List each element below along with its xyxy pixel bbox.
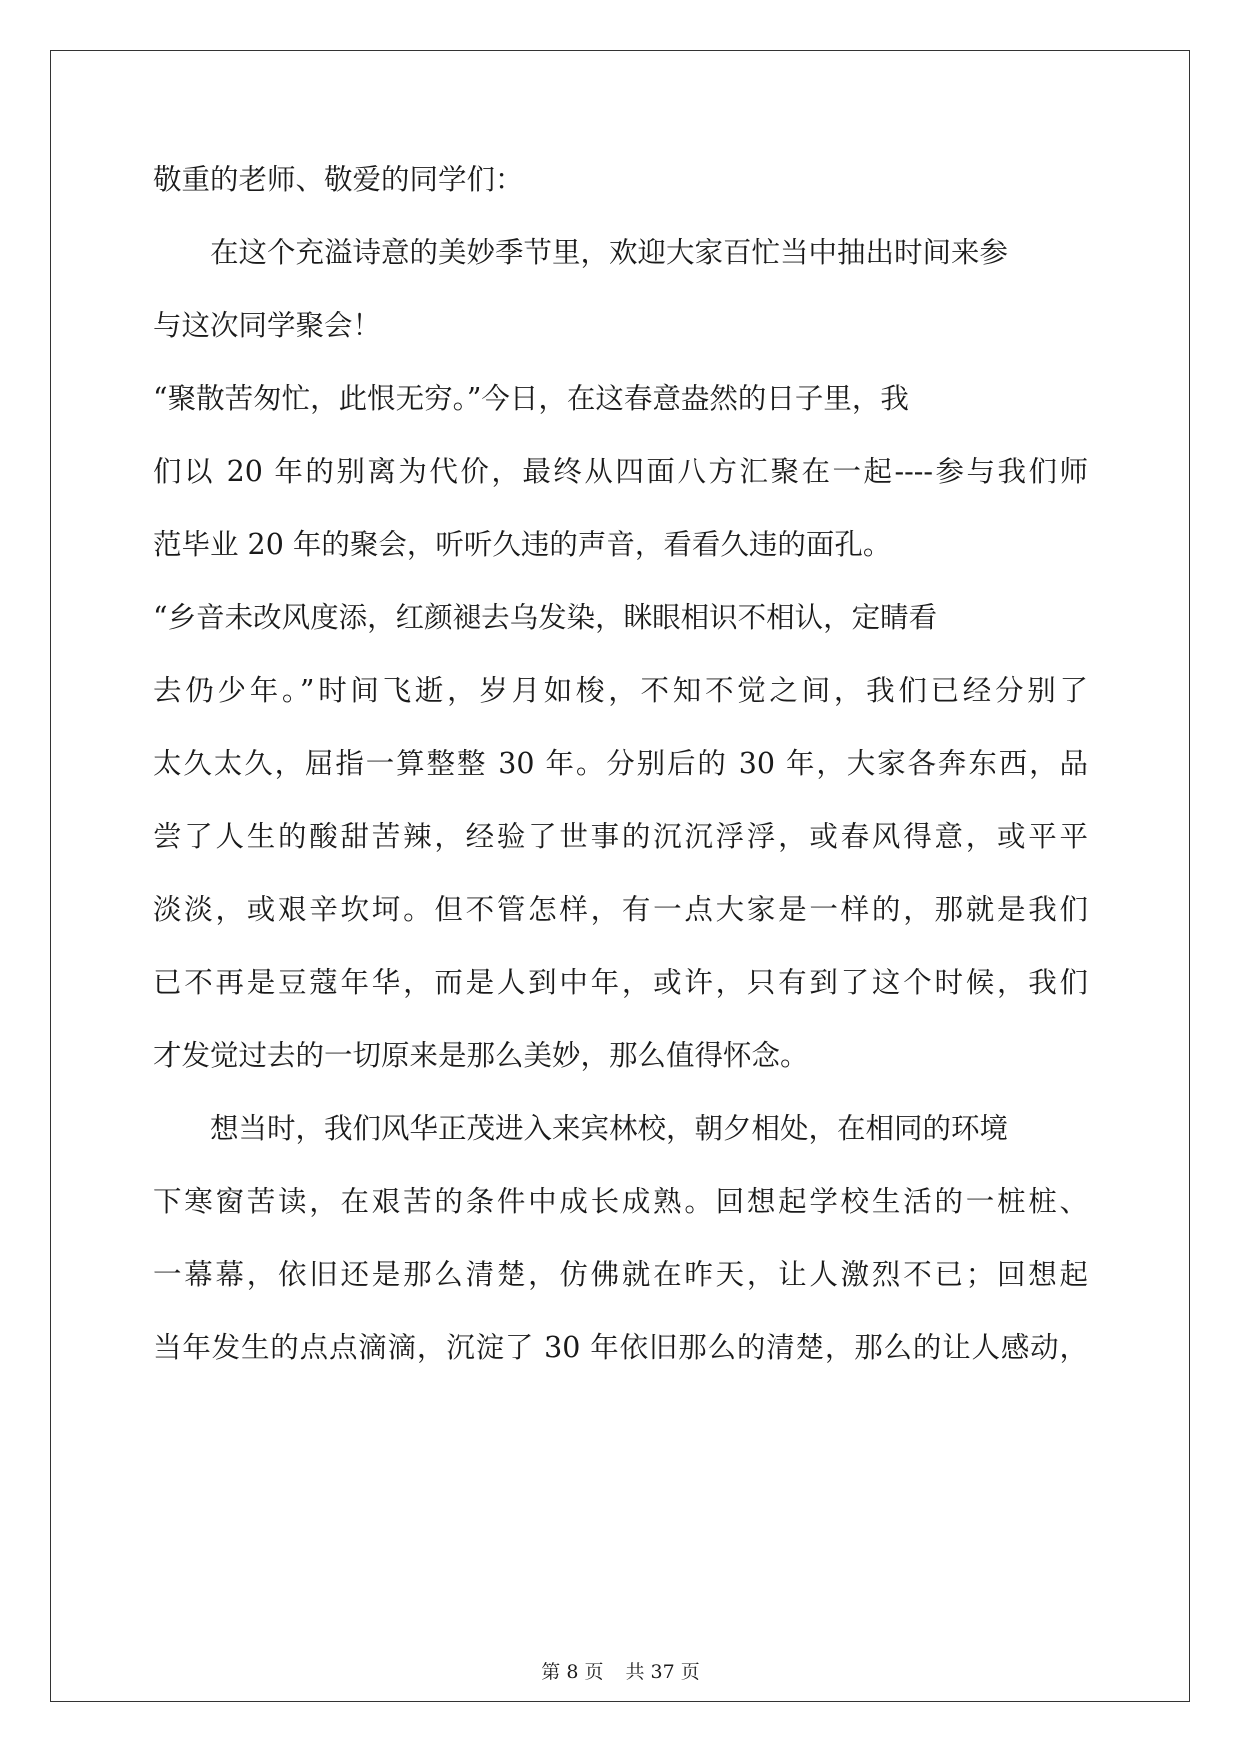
paragraph-line: 与这次同学聚会！ xyxy=(153,309,382,342)
paragraph-line: “乡音未改风度添，红颜褪去乌发染，眯眼相识不相认，定睛看 xyxy=(153,601,938,634)
paragraph-line: 想当时，我们风华正茂进入来宾林校，朝夕相处，在相同的环境 xyxy=(210,1112,1009,1145)
page-total: 共 37 页 xyxy=(625,1661,700,1683)
paragraph-line: 尝了人生的酸甜苦辣，经验了世事的沉沉浮浮，或春风得意，或平平 xyxy=(153,820,1088,853)
paragraph-line: 才发觉过去的一切原来是那么美妙，那么值得怀念。 xyxy=(153,1039,809,1072)
paragraph-line: 去仍少年。”时间飞逝，岁月如梭，不知不觉之间，我们已经分别了 xyxy=(153,674,1088,707)
page-footer xyxy=(0,1660,1241,1684)
paragraph-line: 淡淡，或艰辛坎坷。但不管怎样，有一点大家是一样的，那就是我们 xyxy=(153,893,1088,926)
paragraph-line: 已不再是豆蔻年华，而是人到中年，或许，只有到了这个时候，我们 xyxy=(153,966,1088,999)
paragraph-line: 太久太久，屈指一算整整 30 年。分别后的 30 年，大家各奔东西，品 xyxy=(153,747,1088,780)
paragraph-line: 下寒窗苦读，在艰苦的条件中成长成熟。回想起学校生活的一桩桩、 xyxy=(153,1185,1088,1218)
paragraph-line: 范毕业 20 年的聚会，听听久违的声音，看看久违的面孔。 xyxy=(153,528,892,561)
page-number: 第 8 页 xyxy=(541,1661,604,1683)
paragraph-line: 一幕幕，依旧还是那么清楚，仿佛就在昨天，让人激烈不已；回想起 xyxy=(153,1258,1088,1291)
paragraph-line: 们以 20 年的别离为代价，最终从四面八方汇聚在一起----参与我们师 xyxy=(153,455,1088,488)
paragraph-line: “聚散苦匆忙，此恨无穷。”今日，在这春意盎然的日子里，我 xyxy=(153,382,909,415)
page-border xyxy=(50,50,1190,1702)
salutation-line: 敬重的老师、敬爱的同学们： xyxy=(153,163,524,196)
paragraph-line: 当年发生的点点滴滴，沉淀了 30 年依旧那么的清楚，那么的让人感动， xyxy=(153,1331,1088,1364)
paragraph-line: 在这个充溢诗意的美妙季节里，欢迎大家百忙当中抽出时间来参 xyxy=(210,236,1009,269)
